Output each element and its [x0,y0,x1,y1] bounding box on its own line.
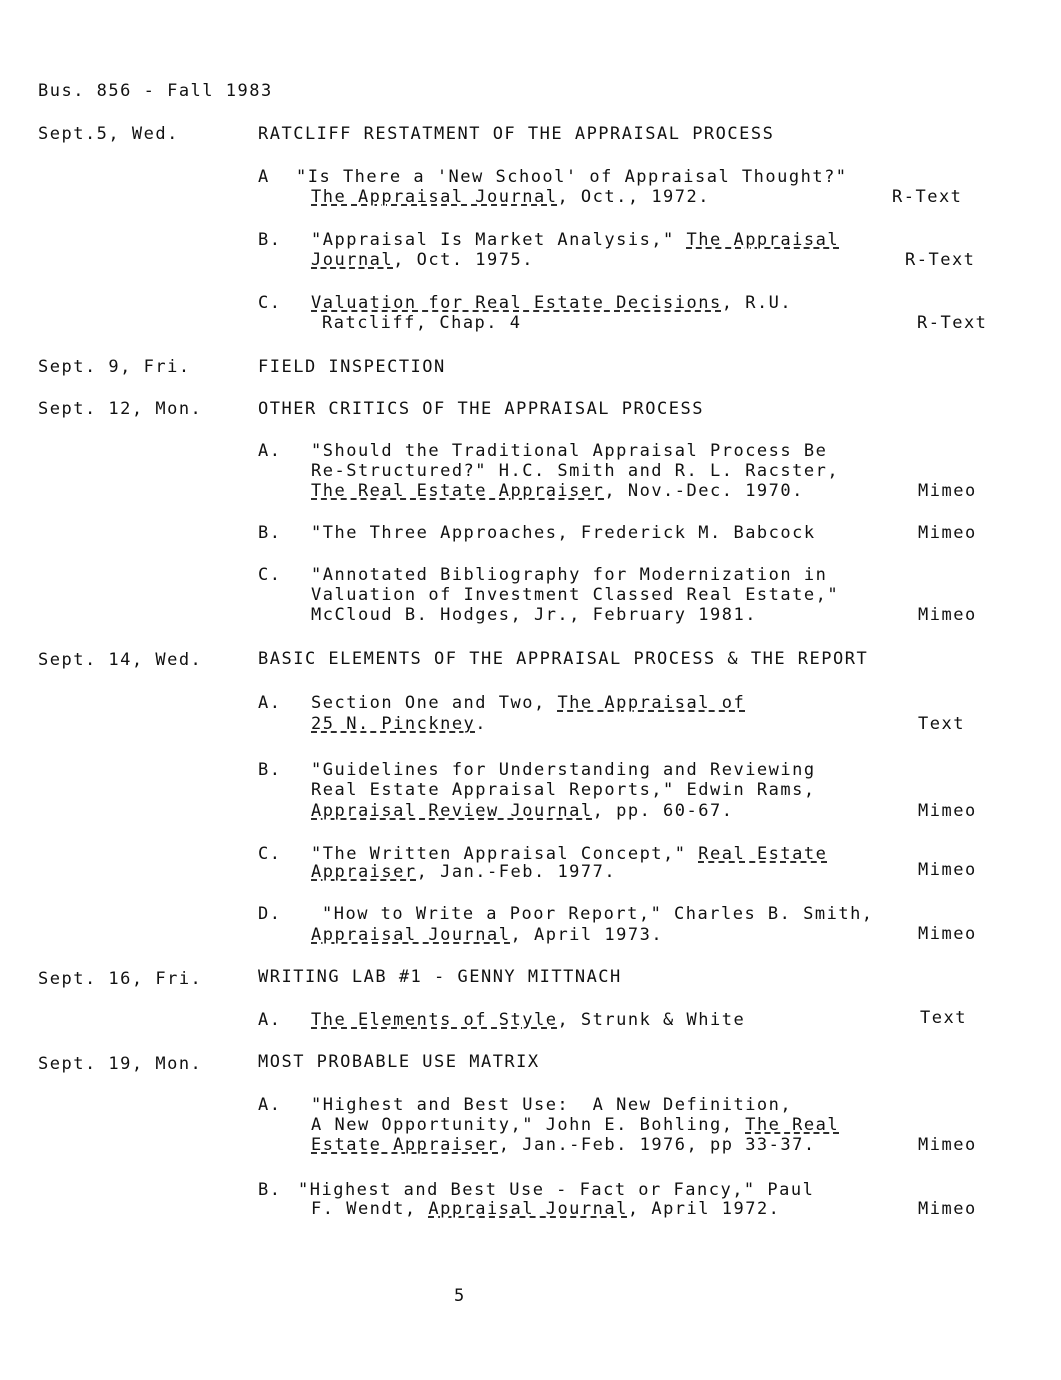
reading-line: "How to Write a Poor Report," Charles B. Smith, [322,904,874,924]
reading-line: "Appraisal Is Market Analysis," The Appraisal [311,230,840,250]
source-tag: R-Text [892,187,963,207]
reading-line: "Is There a 'New School' of Appraisal Thought?" [296,167,848,187]
item-label: A. [258,1010,282,1030]
source-tag: Mimeo [918,481,977,501]
publication-title: The Appraisal [686,230,840,250]
session-topic: FIELD INSPECTION [258,357,446,377]
reading-line: "Guidelines for Understanding and Reviewing [311,760,816,780]
reading-line: Journal, Oct. 1975. [311,250,534,270]
reading-line: "Annotated Bibliography for Modernization in [311,565,828,585]
publication-title: The Real [745,1115,840,1135]
publication-title: Estate Appraiser [311,1135,499,1155]
source-tag: Text [918,714,965,734]
reading-line: Appraisal Review Journal, pp. 60-67. [311,801,734,821]
publication-title: The Real Estate Appraiser [311,481,605,501]
reading-line: "Should the Traditional Appraisal Process Be [311,441,828,461]
reading-line: "Highest and Best Use: A New Definition, [311,1095,793,1115]
session-topic: WRITING LAB #1 - GENNY MITTNACH [258,967,622,987]
publication-title: Appraisal Review Journal [311,801,593,821]
reading-line: Re-Structured?" H.C. Smith and R. L. Racster, [311,461,840,481]
reading-line: "Highest and Best Use - Fact or Fancy," Paul [298,1180,815,1200]
session-date: Sept. 19, Mon. [38,1054,203,1074]
reading-line: McCloud B. Hodges, Jr., February 1981. [311,605,757,625]
item-label: C. [258,293,282,313]
item-label: C. [258,565,282,585]
reading-line: 25 N. Pinckney. [311,714,488,734]
publication-title: The Appraisal Journal [311,187,558,207]
item-label: D. [258,904,282,924]
session-topic: OTHER CRITICS OF THE APPRAISAL PROCESS [258,399,704,419]
page-number: 5 [454,1286,466,1306]
item-label: B. [258,760,282,780]
reading-line: "The Three Approaches, Frederick M. Babcock [311,523,816,543]
publication-title: Appraisal Journal [428,1199,628,1219]
source-tag: Mimeo [918,605,977,625]
item-label: A. [258,1095,282,1115]
reading-line: Valuation of Investment Classed Real Estate," [311,585,840,605]
publication-title: The Elements of Style [311,1010,558,1030]
publication-title: Appraiser [311,862,417,882]
publication-title: Appraisal Journal [311,925,511,945]
reading-line: The Elements of Style, Strunk & White [311,1010,746,1030]
item-label: B. [258,230,282,250]
publication-title: The Appraisal of [557,693,746,713]
source-tag: Text [920,1008,967,1028]
session-date: Sept. 14, Wed. [38,650,203,670]
source-tag: Mimeo [918,523,977,543]
source-tag: Mimeo [918,924,977,944]
reading-line: A New Opportunity," John E. Bohling, The Real [311,1115,840,1135]
session-topic: RATCLIFF RESTATMENT OF THE APPRAISAL PROCESS [258,124,775,144]
reading-line: Valuation for Real Estate Decisions, R.U. [311,293,793,313]
source-tag: R-Text [905,250,976,270]
reading-line: Real Estate Appraisal Reports," Edwin Rams, [311,780,816,800]
item-label: A. [258,693,282,713]
source-tag: R-Text [917,313,988,333]
session-date: Sept. 9, Fri. [38,357,191,377]
reading-line: The Real Estate Appraiser, Nov.-Dec. 1970. [311,481,804,501]
source-tag: Mimeo [918,860,977,880]
reading-line: The Appraisal Journal, Oct., 1972. [311,187,710,207]
publication-title: Journal [311,250,394,270]
publication-title: 25 N. Pinckney [311,714,476,734]
item-label: B. [258,523,282,543]
reading-line: Estate Appraiser, Jan.-Feb. 1976, pp 33-37. [311,1135,816,1155]
source-tag: Mimeo [918,801,977,821]
session-topic: MOST PROBABLE USE MATRIX [258,1052,540,1072]
reading-line: Appraiser, Jan.-Feb. 1977. [311,862,617,882]
publication-title: Valuation for Real Estate Decisions [311,293,722,313]
session-date: Sept. 16, Fri. [38,969,203,989]
reading-line: Ratcliff, Chap. 4 [322,313,522,333]
reading-line: "The Written Appraisal Concept," Real Estate [311,844,828,864]
session-topic: BASIC ELEMENTS OF THE APPRAISAL PROCESS & THE REPORT [258,649,869,669]
item-label: A. [258,441,282,461]
source-tag: Mimeo [918,1199,977,1219]
item-label: B. [258,1180,282,1200]
session-date: Sept.5, Wed. [38,124,179,144]
source-tag: Mimeo [918,1135,977,1155]
reading-line: Section One and Two, The Appraisal of [311,693,746,713]
reading-line: Appraisal Journal, April 1973. [311,925,664,945]
publication-title: Real Estate [698,844,828,864]
session-date: Sept. 12, Mon. [38,399,203,419]
item-label: A [258,167,270,187]
item-label: C. [258,844,282,864]
reading-line: F. Wendt, Appraisal Journal, April 1972. [311,1199,781,1219]
course-header: Bus. 856 - Fall 1983 [38,81,273,101]
